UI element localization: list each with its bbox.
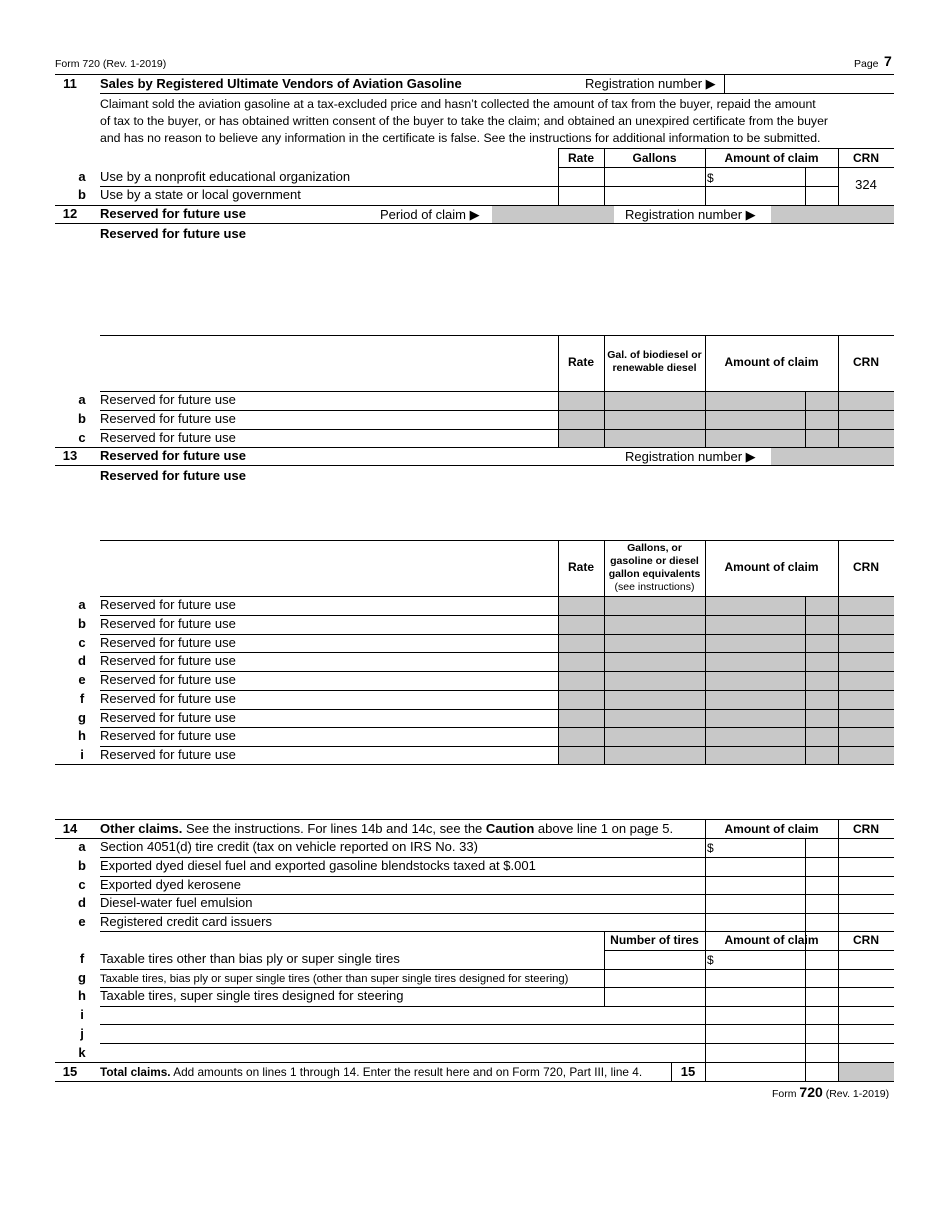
line-13-col-gallons-1: Gallons, or — [627, 542, 682, 554]
line-11a-rate-input[interactable] — [559, 168, 603, 185]
line-12-subtitle: Reserved for future use — [100, 226, 246, 241]
line-15-title: Total claims. Add amounts on lines 1 through 14. Enter the result here and on Form 720, Part III, line 4. — [100, 1065, 643, 1079]
line-14-title: Other claims. See the instructions. For lines 14b and 14c, see the Caution above line 1 on page 5. — [100, 821, 674, 836]
line-14h-letter: h — [78, 988, 86, 1003]
line-12-period-shaded — [492, 206, 614, 223]
line-14f-letter: f — [79, 951, 85, 966]
line-11b-gallons-input[interactable] — [605, 187, 704, 204]
line-13-col-gallons-4: (see instructions) — [614, 581, 695, 593]
line-13-subtitle: Reserved for future use — [100, 468, 246, 483]
line-12c-letter: c — [78, 430, 86, 445]
line-13-col-amount: Amount of claim — [724, 560, 819, 574]
line-11a-letter: a — [78, 169, 86, 184]
line-12-registration-shaded — [771, 206, 894, 223]
line-12-col-amount: Amount of claim — [724, 355, 819, 369]
footer-form-label: Form 720 (Rev. 1-2019) — [772, 1084, 890, 1100]
line-14k-description-input[interactable] — [100, 1044, 704, 1060]
line-14-col-crn: CRN — [853, 822, 879, 836]
line-14-col-amount: Amount of claim — [724, 822, 819, 836]
line-11b-label: Use by a state or local government — [100, 187, 301, 202]
line-11-registration-label: Registration number ▶ — [585, 76, 716, 91]
line-12-title: Reserved for future use — [100, 206, 246, 221]
line-14-number: 14 — [62, 821, 78, 836]
line-14b-letter: b — [78, 858, 86, 873]
line-14f-tires-input[interactable] — [605, 951, 704, 968]
line-13-number: 13 — [62, 448, 78, 463]
line-13b-label: Reserved for future use — [100, 616, 236, 631]
line-12-col-crn: CRN — [853, 355, 879, 369]
line-13f-letter: f — [79, 691, 85, 706]
line-12a-letter: a — [78, 392, 86, 407]
line-13a-letter: a — [78, 597, 86, 612]
line-14g-label: Taxable tires, bias ply or super single tires (other than super single tires designed for steering) — [100, 973, 569, 985]
line-12b-letter: b — [78, 411, 86, 426]
line-12b-label: Reserved for future use — [100, 411, 236, 426]
line-13h-label: Reserved for future use — [100, 728, 236, 743]
line-13h-letter: h — [78, 728, 86, 743]
line-11b-rate-input[interactable] — [559, 187, 603, 204]
line-13-col-gallons-2: gasoline or diesel — [610, 555, 699, 567]
line-14k-letter: k — [78, 1045, 86, 1060]
line-13-shaded-area — [558, 596, 894, 764]
line-14e-label: Registered credit card issuers — [100, 914, 272, 929]
line-11-description-3: and has no reason to believe any information in the certificate is false. See the instructions for additional information to be submitted. — [100, 131, 821, 145]
line-14d-label: Diesel-water fuel emulsion — [100, 895, 253, 910]
line-13-col-gallons-3: gallon equivalents — [608, 568, 701, 580]
line-14d-letter: d — [78, 895, 86, 910]
line-11-registration-input[interactable] — [725, 75, 894, 93]
line-11a-gallons-input[interactable] — [605, 168, 704, 185]
line-12-col-gallons: Gal. of biodiesel or renewable diesel — [607, 349, 702, 374]
line-11a-label: Use by a nonprofit educational organization — [100, 169, 351, 184]
line-11-title: Sales by Registered Ultimate Vendors of Aviation Gasoline — [100, 76, 462, 91]
line-13g-letter: g — [78, 710, 86, 725]
line-13f-label: Reserved for future use — [100, 691, 236, 706]
line-14g-letter: g — [78, 970, 86, 985]
line-14f-amount-input[interactable] — [706, 951, 804, 968]
line-14-col-amount-2: Amount of claim — [724, 933, 819, 947]
line-13a-label: Reserved for future use — [100, 597, 236, 612]
line-11b-amount-input[interactable] — [706, 187, 804, 204]
line-15-number: 15 — [62, 1064, 78, 1079]
form-reference: Form 720 (Rev. 1-2019) — [55, 58, 167, 70]
line-13d-label: Reserved for future use — [100, 653, 236, 668]
line-14a-label: Section 4051(d) tire credit (tax on vehicle reported on IRS No. 33) — [100, 839, 478, 854]
line-14i-letter: i — [80, 1007, 84, 1022]
page-number: 7 — [884, 53, 892, 69]
line-13-col-crn: CRN — [853, 560, 879, 574]
line-14-col-crn-2: CRN — [853, 933, 879, 947]
line-15-crn-shaded — [839, 1063, 894, 1081]
line-13-title: Reserved for future use — [100, 448, 246, 463]
line-13e-label: Reserved for future use — [100, 672, 236, 687]
line-13d-letter: d — [78, 653, 86, 668]
line-11-col-gallons: Gallons — [632, 151, 677, 165]
line-13i-label: Reserved for future use — [100, 747, 236, 762]
line-15-box-number: 15 — [680, 1064, 696, 1079]
line-11a-dollar: $ — [707, 171, 714, 185]
line-13-col-rate: Rate — [567, 560, 594, 574]
line-14b-label: Exported dyed diesel fuel and exported gasoline blendstocks taxed at $.001 — [100, 858, 536, 873]
line-11-number: 11 — [63, 76, 77, 91]
line-13-registration-shaded — [771, 448, 894, 465]
line-13b-letter: b — [78, 616, 86, 631]
line-14h-label: Taxable tires, super single tires designed for steering — [100, 988, 404, 1003]
line-12-shaded-area — [558, 391, 894, 447]
line-14j-description-input[interactable] — [100, 1025, 704, 1042]
line-12c-label: Reserved for future use — [100, 430, 236, 445]
line-13-registration-label: Registration number ▶ — [625, 449, 756, 464]
line-14c-letter: c — [78, 877, 86, 892]
line-14j-letter: j — [80, 1026, 84, 1041]
line-11-crn-value: 324 — [855, 177, 877, 192]
line-14f-label: Taxable tires other than bias ply or super single tires — [100, 951, 400, 966]
line-11-description-1: Claimant sold the aviation gasoline at a tax-excluded price and hasn’t collected the amount of tax from the buyer, repaid the amount — [100, 97, 816, 111]
line-11-col-rate: Rate — [567, 151, 594, 165]
line-13e-letter: e — [78, 672, 86, 687]
line-15-total-input[interactable] — [706, 1063, 804, 1080]
line-11a-amount-input[interactable] — [706, 168, 804, 185]
line-14a-letter: a — [78, 839, 86, 854]
line-13i-letter: i — [80, 747, 84, 762]
line-11b-letter: b — [78, 187, 86, 202]
line-13c-letter: c — [78, 635, 86, 650]
page-label: Page — [854, 58, 879, 70]
line-14e-letter: e — [78, 914, 86, 929]
line-11-description-2: of tax to the buyer, or has obtained written consent of the buyer to take the claim; and obtained an unexpired certificate from the buyer — [100, 114, 829, 128]
line-14a-amount-input[interactable] — [706, 839, 804, 856]
line-11-col-crn: CRN — [853, 151, 879, 165]
line-12-registration-label: Registration number ▶ — [625, 207, 756, 222]
line-14f-dollar: $ — [707, 953, 714, 967]
line-12-number: 12 — [62, 206, 78, 221]
line-14i-description-input[interactable] — [100, 1007, 704, 1023]
line-14a-dollar: $ — [707, 841, 714, 855]
line-13g-label: Reserved for future use — [100, 710, 236, 725]
line-11-col-amount: Amount of claim — [724, 151, 819, 165]
line-13c-label: Reserved for future use — [100, 635, 236, 650]
line-12a-label: Reserved for future use — [100, 392, 236, 407]
line-14-col-tires: Number of tires — [610, 933, 699, 947]
line-12-period-label: Period of claim ▶ — [380, 207, 480, 222]
line-14c-label: Exported dyed kerosene — [100, 877, 241, 892]
line-12-col-rate: Rate — [567, 355, 594, 369]
